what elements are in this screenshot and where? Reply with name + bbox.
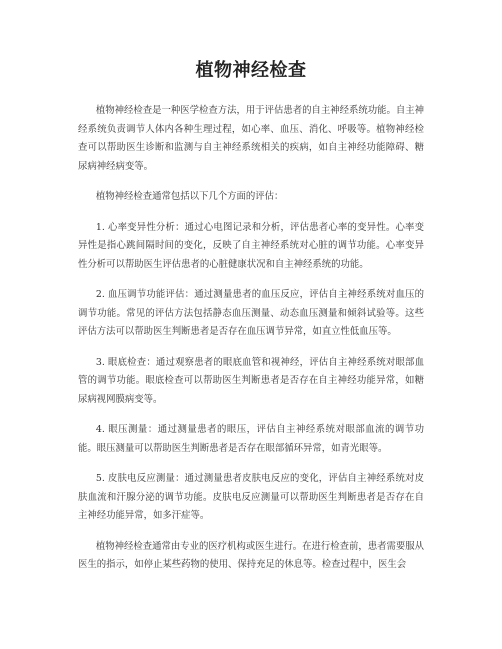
paragraph-intro: 植物神经检查是一种医学检查方法，用于评估患者的自主神经系统功能。自主神经系统负责调节人体内各种生理过程，如心率、血压、消化、呼吸等。植物神经检查可以帮助医生诊断和监测与自主神经系统相关的疾病，如自主神经功能障碍、糖尿病神经病变等。 [78,105,424,172]
document-title: 植物神经检查 [195,60,307,81]
paragraph-item-1: 1. 心率变异性分析：通过心电图记录和分析，评估患者心率的变异性。心率变异性是指心跳间隔时间的变化，反映了自主神经系统对心脏的调节功能。心率变异性分析可以帮助医生评估患者的心脏健康状况和自主神经系统的功能。 [78,221,424,270]
paragraph-item-5: 5. 皮肤电反应测量：通过测量患者皮肤电反应的变化，评估自主神经系统对皮肤血流和汗腺分泌的调节功能。皮肤电反应测量可以帮助医生判断患者是否存在自主神经功能异常，如多汗症等。 [78,473,424,521]
paragraph-procedure: 植物神经检查通常由专业的医疗机构或医生进行。在进行检查前，患者需要服从医生的指示，如停止某些药物的使用、保持充足的休息等。检查过程中，医生会 [78,540,424,570]
paragraph-overview: 植物神经检查通常包括以下几个方面的评估： [95,191,284,202]
paragraph-item-4: 4. 眼压测量：通过测量患者的眼压，评估自主神经系统对眼部血流的调节功能。眼压测量可以帮助医生判断患者是否存在眼部循环异常，如青光眼等。 [78,424,424,454]
paragraph-item-3: 3. 眼底检查：通过观察患者的眼底血管和视神经，评估自主神经系统对眼部血管的调节功能。眼底检查可以帮助医生判断患者是否存在自主神经功能异常，如糖尿病视网膜病变等。 [78,356,424,405]
paragraph-item-2: 2. 血压调节功能评估：通过测量患者的血压反应，评估自主神经系统对血压的调节功能。常见的评估方法包括静态血压测量、动态血压测量和倾斜试验等。这些评估方法可以帮助医生判断患者是否存在血压调节异常，如直立性低血压等。 [78,289,424,337]
